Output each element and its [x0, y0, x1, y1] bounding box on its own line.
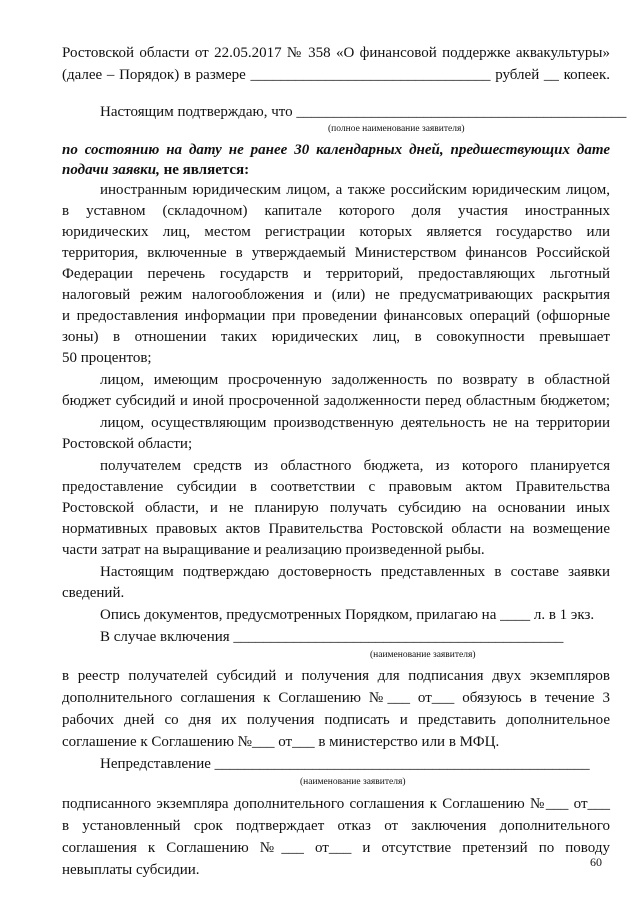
reliability-line-2: сведений.	[62, 585, 125, 601]
inclusion-text: В случае включения ____________________________________________	[100, 629, 564, 645]
reliability-line-1: Настоящим подтверждаю достоверность представленных в составе заявки	[100, 564, 610, 580]
intro-line-1: Ростовской области от 22.05.2017 № 358 «О финансовой поддержке аквакультуры»	[62, 45, 610, 61]
inclusion-line: дополнительного соглашения к Соглашению №___ от___ обязуюсь в течение 3	[62, 690, 610, 706]
item-line: Федерации перечень государств и территорий, предоставляющих льготный	[62, 266, 610, 282]
item-line: иностранным юридическим лицом, а также российским юридическим лицом,	[100, 182, 610, 198]
item-line: Ростовской области;	[62, 436, 193, 452]
item-line: территория, включенные в утверждаемый Министерством финансов Российской	[62, 245, 610, 261]
inclusion-line: рабочих дней со дня их получения подписать и представить дополнительное	[62, 712, 610, 728]
bold-line-2-rest: не является:	[159, 162, 250, 178]
item-line: 50 процентов;	[62, 350, 152, 366]
item-line: бюджет субсидий и иной просроченной задолженности перед областным бюджетом;	[62, 393, 610, 409]
nonsubmission-line: в установленный срок подтверждает отказ от заключения дополнительного	[62, 818, 610, 834]
item-line: налоговый режим налогообложения и (или) не предусматривающих раскрытия	[62, 287, 610, 303]
item-line: нормативных правовых актов Правительства Ростовской области на возмещение	[62, 521, 610, 537]
inclusion-line: в реестр получателей субсидий и получения для подписания двух экземпляров	[62, 668, 610, 684]
item-line: лицом, имеющим просроченную задолженность по возврату в областной	[100, 372, 610, 388]
inclusion-caption: (наименование заявителя)	[370, 650, 476, 660]
item-line: в уставном (складочном) капитале которого доля участия иностранных	[62, 203, 610, 219]
inclusion-line: соглашение к Соглашению №___ от___ в министерство или в МФЦ.	[62, 734, 500, 750]
bold-line-2-italic: подачи заявки,	[62, 162, 160, 178]
intro-line-2: (далее – Порядок) в размере ________________________________ рублей __ копеек.	[62, 67, 610, 83]
nonsubmission-text: Непредставление __________________________________________________	[100, 756, 590, 772]
item-line: и предоставления информации при проведении финансовых операций (офшорные	[62, 308, 610, 324]
bold-line-2	[62, 161, 610, 180]
nonsubmission-line: подписанного экземпляра дополнительного соглашения к Соглашению №___ от___	[62, 796, 610, 812]
inventory-line: Опись документов, предусмотренных Порядком, прилагаю на ____ л. в 1 экз.	[100, 607, 595, 623]
nonsubmission-line: невыплаты субсидии.	[62, 862, 200, 878]
item-line: Ростовской области, и не планирую получать субсидию на основании иных	[62, 500, 610, 516]
item-line: части затрат на выращивание и реализацию произведенной рыбы.	[62, 542, 485, 558]
bold-line-1: по состоянию на дату не ранее 30 календарных дней, предшествующих дате	[62, 142, 610, 158]
page-number: 60	[590, 855, 602, 869]
nonsubmission-line: соглашения к Соглашению №___ от___ и отсутствие претензий по поводу	[62, 840, 610, 856]
item-line: предоставление субсидии в соответствии с правовым актом Правительства	[62, 479, 610, 495]
item-line: лицом, осуществляющим производственную деятельность не на территории	[100, 415, 610, 431]
nonsubmission-caption: (наименование заявителя)	[300, 777, 406, 787]
item-line: юридических лиц, местом регистрации которых является государство или	[62, 224, 610, 240]
item-line: получателем средств из областного бюджета, из которого планируется	[100, 458, 610, 474]
confirm-caption: (полное наименование заявителя)	[328, 124, 465, 134]
confirm-text: Настоящим подтверждаю, что ____________________________________________	[100, 104, 627, 120]
item-line: зоны) в отношении таких юридических лиц, в совокупности превышает	[62, 329, 610, 345]
